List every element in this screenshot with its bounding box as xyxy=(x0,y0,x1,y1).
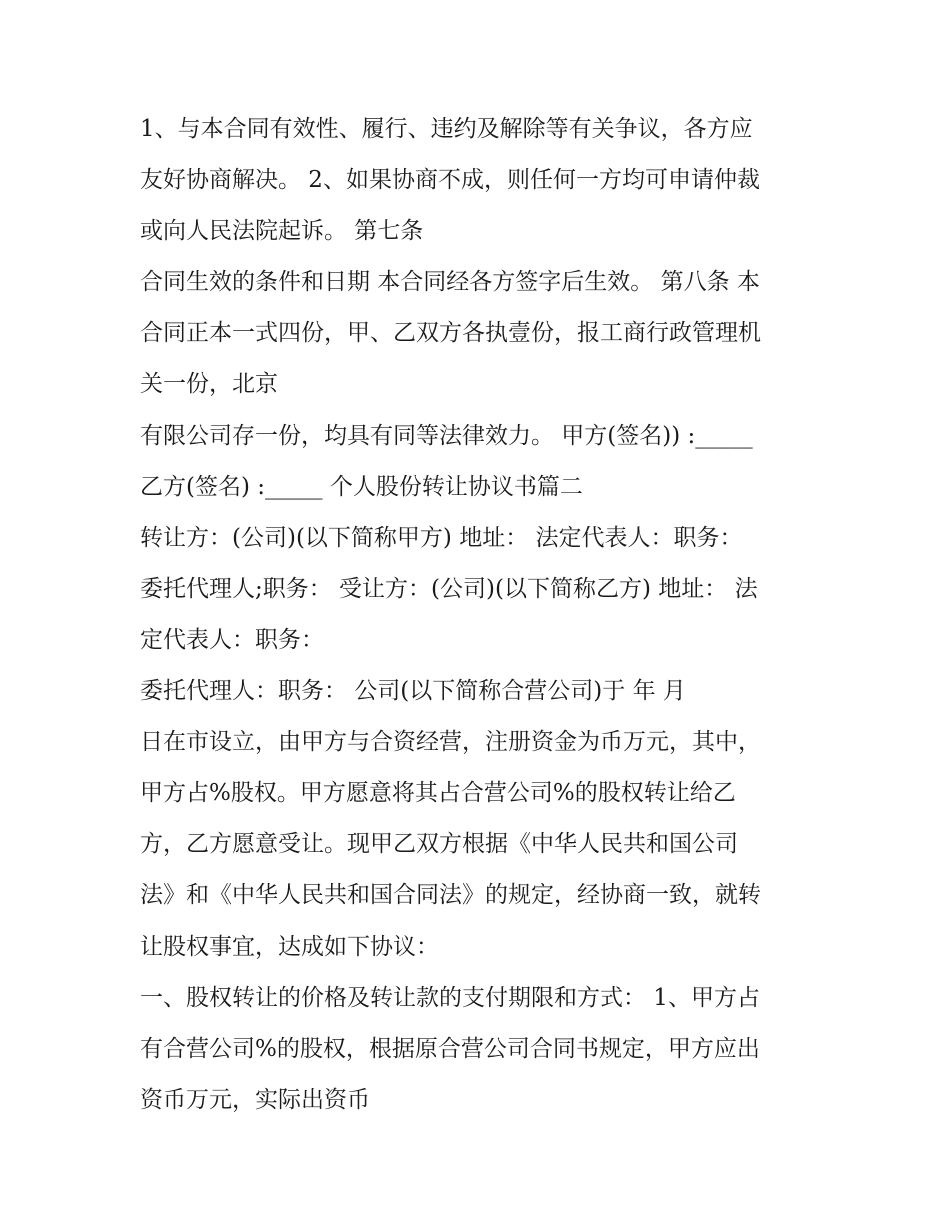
text-line: 乙方(签名) :_____ 个人股份转让协议书篇二 xyxy=(140,473,583,500)
text-line: 合同正本一式四份，甲、乙双方各执壹份，报工商行政管理机 xyxy=(140,320,761,347)
text-line: 定代表人：职务： xyxy=(140,626,324,653)
text-line: 1、与本合同有效性、履行、违约及解除等有关争议，各方应 xyxy=(140,116,753,142)
text-line: 友好协商解决。 2、如果协商不成，则任何一方均可申请仲裁 xyxy=(140,167,760,194)
document-body xyxy=(140,104,820,1126)
text-line: 有合营公司%的股权，根据原合营公司合同书规定，甲方应出 xyxy=(140,1035,760,1062)
text-line: 一、股权转让的价格及转让款的支付期限和方式： 1、甲方占 xyxy=(140,984,760,1011)
text-line: 关一份，北京 xyxy=(140,371,278,398)
text-line: 甲方占%股权。甲方愿意将其占合营公司%的股权转让给乙 xyxy=(140,780,736,807)
text-line: 有限公司存一份，均具有同等法律效力。 甲方(签名)) :_____ xyxy=(140,422,753,449)
text-line: 转让方：(公司)(以下简称甲方) 地址： 法定代表人：职务： xyxy=(140,524,743,551)
text-line: 委托代理人;职务： 受让方：(公司)(以下简称乙方) 地址： 法 xyxy=(140,575,758,602)
text-line: 法》和《中华人民共和国合同法》的规定，经协商一致，就转 xyxy=(140,882,761,909)
text-line: 让股权事宜，达成如下协议： xyxy=(140,933,439,960)
text-line: 或向人民法院起诉。 第七条 xyxy=(140,218,424,245)
text-line: 日在市设立，由甲方与合资经营，注册资金为币万元，其中， xyxy=(140,729,761,756)
text-line: 资币万元，实际出资币 xyxy=(140,1086,370,1113)
text-line: 方，乙方愿意受让。现甲乙双方根据《中华人民共和国公司 xyxy=(140,831,738,858)
text-line: 合同生效的条件和日期 本合同经各方签字后生效。 第八条 本 xyxy=(140,269,760,296)
text-line: 委托代理人：职务： 公司(以下简称合营公司)于 年 月 xyxy=(140,678,686,705)
